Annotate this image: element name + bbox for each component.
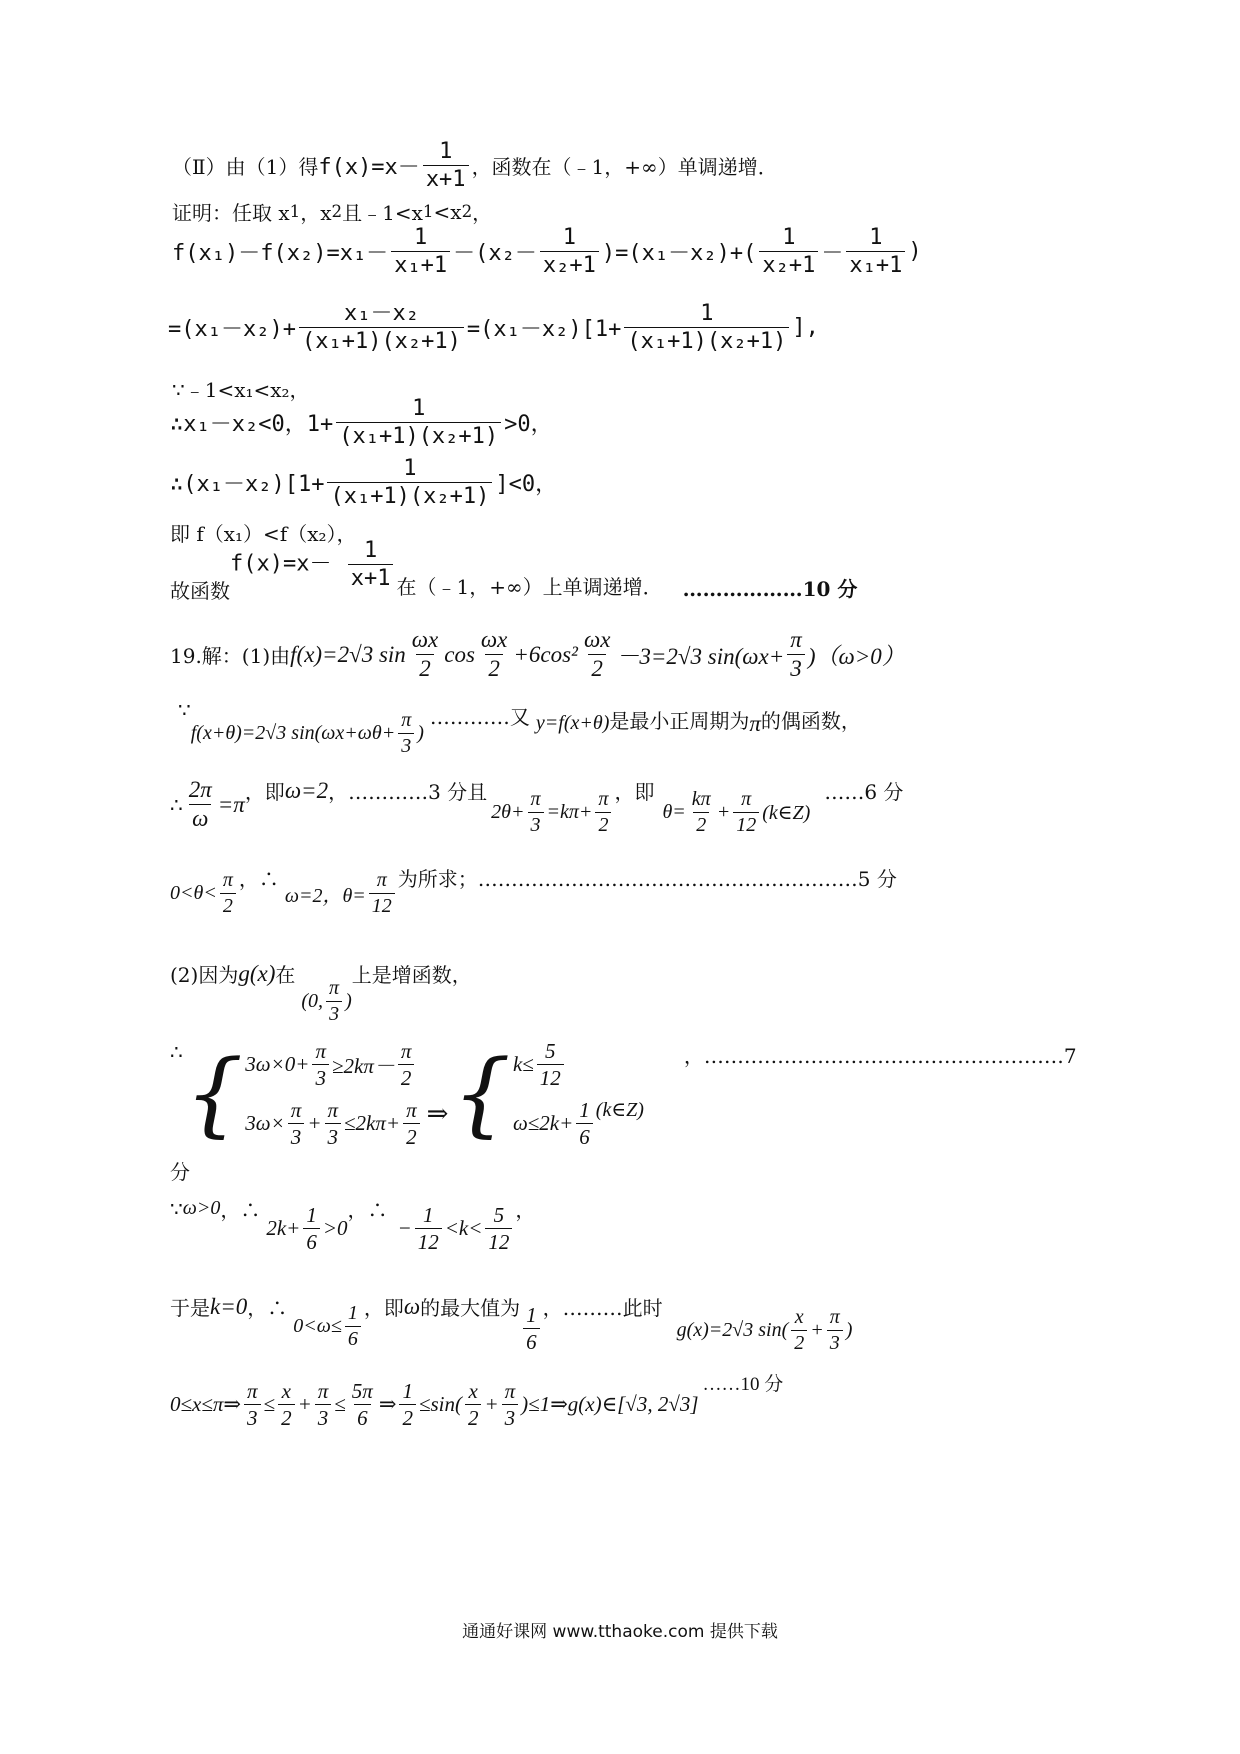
fraction: $\frac{\pi}{3}$: [398, 710, 414, 757]
q19-line2: ∵ f(x+θ)=2√3 sin(ωx+ωθ+ $\frac{\pi}{3}$ ) …………又 y=f(x+θ) 是最小正周期为 π 的偶函数，: [178, 697, 861, 757]
fraction: $\frac{\omega x}{2}$: [583, 627, 611, 682]
fraction: $\frac{1}{\text{(x₁+1)(x₂+1)}}$: [624, 302, 789, 353]
fraction: $\frac{\omega x}{2}$: [411, 627, 439, 682]
score-marker: ……10 分: [702, 1374, 784, 1396]
score-marker: ………………10 分: [682, 577, 858, 602]
fraction: $\frac{1}{\text{(x₁+1)(x₂+1)}}$: [336, 397, 501, 448]
fraction: $\frac{\pi}{3}$: [324, 1099, 341, 1148]
fraction: $\frac{\pi}{2}$: [595, 789, 611, 836]
fraction: $\frac{\text{x₁－x₂}}{\text{(x₁+1)(x₂+1)}}$: [299, 302, 464, 353]
q19-line3: ∴ $\frac{2\pi}{\omega}$ =π ，即 ω=2 ，…………3 分且 2θ+ $\frac{\pi}{3}$ =kπ+ $\frac{\pi}{2}$ ，即 θ= $\frac{k\pi}{2}$ + $\frac{\pi}{12}$ (k∈Z) ……6 分: [170, 777, 904, 837]
fraction: $\frac{1}{\text{x₁+1}}$: [391, 226, 450, 277]
score-marker: ，………………………………………………7: [683, 1044, 1077, 1068]
fraction: $\frac{\pi}{12}$: [369, 870, 395, 917]
left-brace: {: [184, 1040, 244, 1148]
fraction: $\frac{\pi}{3}$: [315, 1380, 332, 1429]
q19-line4: 0<θ< $\frac{\pi}{2}$ ，∴ ω=2，θ= $\frac{\pi}{12}$ 为所求； …………………………………………………5 分: [170, 870, 897, 917]
part2-line5: ∵﹣1<x₁<x₂，: [172, 378, 310, 402]
fraction: $\frac{1}{x+1}$: [348, 539, 394, 590]
fraction: $\frac{\pi}{3}$: [288, 1099, 305, 1148]
fraction: $\frac{\pi}{2}$: [398, 1040, 415, 1089]
part2-line3: f(x₁)－f(x₂)=x₁－ $\frac{1}{\text{x₁+1}}$ －(x₂－ $\frac{1}{\text{x₂+1}}$ )=(x₁－x₂)+( $\frac{1}{\text{x₂+1}}$ － $\frac{1}{\text{x₁+1}}$ ): [172, 225, 922, 279]
fraction: $\frac{1}{6}$: [576, 1099, 593, 1148]
fraction: $\frac{\omega x}{2}$: [480, 627, 508, 682]
fraction: $\frac{1}{2}$: [399, 1380, 416, 1429]
fraction: $\frac{x}{2}$: [278, 1380, 295, 1429]
fraction: $\frac{1}{x+1}$: [423, 140, 469, 191]
inequality-system-left: { 3ω×0+ $\frac{\pi}{3}$ ≥2kπ－ $\frac{\pi}{2}$ 3ω× $\frac{\pi}{3}$ + $\frac{\pi}{3}$ ≤2kπ+ $\frac{\pi}{2}$: [185, 1040, 423, 1148]
part2-line1: [172, 140, 778, 191]
fraction: $\frac{\pi}{3}$: [312, 1040, 329, 1089]
fraction: $\frac{5}{12}$: [537, 1040, 564, 1089]
q19-line1: 19.解：(1)由 f(x)=2√3 sin $\frac{\omega x}{2}$ cos $\frac{\omega x}{2}$ +6cos² $\frac{\omega x}{2}$ －3=2√3 sin(ωx+ $\frac{\pi}{3}$ )（ω>0）: [170, 627, 905, 682]
fraction: $\frac{1}{6}$: [523, 1304, 540, 1353]
formula-fx: f(x)=x－: [318, 155, 420, 181]
part2-line4: =(x₁－x₂)+ $\frac{\text{x₁－x₂}}{\text{(x₁+1)(x₂+1)}}$ =(x₁－x₂)[1+ $\frac{1}{\text{(x₁+1)(x₂+1)}}$ ],: [168, 301, 819, 355]
fraction: $\frac{5\pi}{6}$: [351, 1379, 373, 1431]
fraction: $\frac{1}{\text{x₂+1}}$: [540, 226, 599, 277]
fraction: $\frac{x}{2}$: [791, 1307, 807, 1354]
text: （Ⅱ）由（1）得: [172, 155, 319, 180]
fraction: $\frac{2\pi}{\omega}$: [188, 777, 212, 832]
fraction: $\frac{k\pi}{2}$: [691, 788, 711, 837]
fraction: $\frac{x}{2}$: [465, 1380, 482, 1429]
q19-line8: ∵ ω>0 ，∴ 2k+ $\frac{1}{6}$ >0 ，∴ − $\frac{1}{12}$ <k< $\frac{5}{12}$ ，: [170, 1196, 536, 1255]
q19-part2-line: (2)因为 g(x) 在 (0, $\frac{\pi}{3}$ ) 上是增函数，: [170, 960, 472, 1025]
fraction: $\frac{\pi}{3}$: [326, 978, 342, 1025]
part2-line8: 即 f（x₁）<f（x₂），: [170, 522, 357, 546]
score-marker: …………………………………………………5 分: [477, 867, 897, 891]
q19-system: ∴ { 3ω×0+ $\frac{\pi}{3}$ ≥2kπ－ $\frac{\pi}{2}$ 3ω× $\frac{\pi}{3}$ + $\frac{\pi}{3}$ ≤2kπ+ $\frac{\pi}{2}$ ⇒ { k≤ $\frac{5}{12}$ ω≤2k+ $\frac{1}{6}$ (k∈Z) ，………………………………………………7: [170, 1039, 1077, 1150]
right-system-brace: {: [452, 1040, 511, 1148]
fraction: $\frac{1}{\text{x₁+1}}$: [846, 226, 905, 277]
fraction: $\frac{1}{\text{(x₁+1)(x₂+1)}}$: [327, 457, 492, 508]
fraction: $\frac{5}{12}$: [485, 1204, 512, 1253]
fraction: $\frac{\pi}{3}$: [827, 1307, 843, 1354]
text: ，函数在（﹣1，+∞）单调递增．: [471, 155, 778, 180]
part2-line9: 故函数 f(x)=x－ $\frac{1}{x+1}$ 在（﹣1，+∞）上单调递增． ………………10 分: [170, 557, 857, 608]
fraction: $\frac{1}{\text{x₂+1}}$: [759, 226, 818, 277]
fraction: $\frac{1}{6}$: [303, 1204, 320, 1253]
part2-line6: ∴x₁－x₂<0，1+ $\frac{1}{\text{(x₁+1)(x₂+1)}}$ >0，: [170, 396, 553, 450]
q19-line10: 0≤x≤π⇒ $\frac{\pi}{3}$ ≤ $\frac{x}{2}$ + $\frac{\pi}{3}$ ≤ $\frac{5\pi}{6}$ ⇒ $\frac{1}{2}$ ≤sin( $\frac{x}{2}$ + $\frac{\pi}{3}$ )≤1⇒g(x)∈[√3, 2√3] ……10 分: [170, 1380, 783, 1429]
fraction: $\frac{\pi}{3}$: [502, 1380, 519, 1429]
fraction: $\frac{\pi}{3}$: [528, 789, 544, 836]
footer-credit: 通通好课网 www.tthaoke.com 提供下载: [462, 1622, 778, 1642]
fraction: $\frac{1}{12}$: [415, 1204, 442, 1253]
part2-line2: 证明：任取 x 1 ，x 2 且﹣1<x 1 <x 2 ，: [172, 199, 493, 225]
score-marker: ……6 分: [824, 780, 904, 805]
inequality-system-right: { k≤ $\frac{5}{12}$ ω≤2k+ $\frac{1}{6}$: [452, 1040, 595, 1148]
fraction: $\frac{\pi}{3}$: [244, 1380, 261, 1429]
q19-fen: 分: [170, 1160, 190, 1184]
fraction: $\frac{\pi}{2}$: [403, 1099, 420, 1148]
fraction: $\frac{\pi}{3}$: [787, 628, 805, 681]
q19-line9: 于是 k=0 ，∴ 0<ω≤ $\frac{1}{6}$ ，即 ω 的最大值为 $\frac{1}{6}$ ，………此时 g(x)=2√3 sin( $\frac{x}{2}$ + $\frac{\pi}{3}$ ): [170, 1293, 853, 1355]
fraction: $\frac{1}{6}$: [345, 1303, 361, 1350]
fraction: $\frac{\pi}{12}$: [733, 789, 759, 836]
fraction: $\frac{\pi}{2}$: [220, 870, 236, 917]
part2-line7: ∴(x₁－x₂)[1+ $\frac{1}{\text{(x₁+1)(x₂+1)}}$ ]<0，: [170, 456, 558, 510]
